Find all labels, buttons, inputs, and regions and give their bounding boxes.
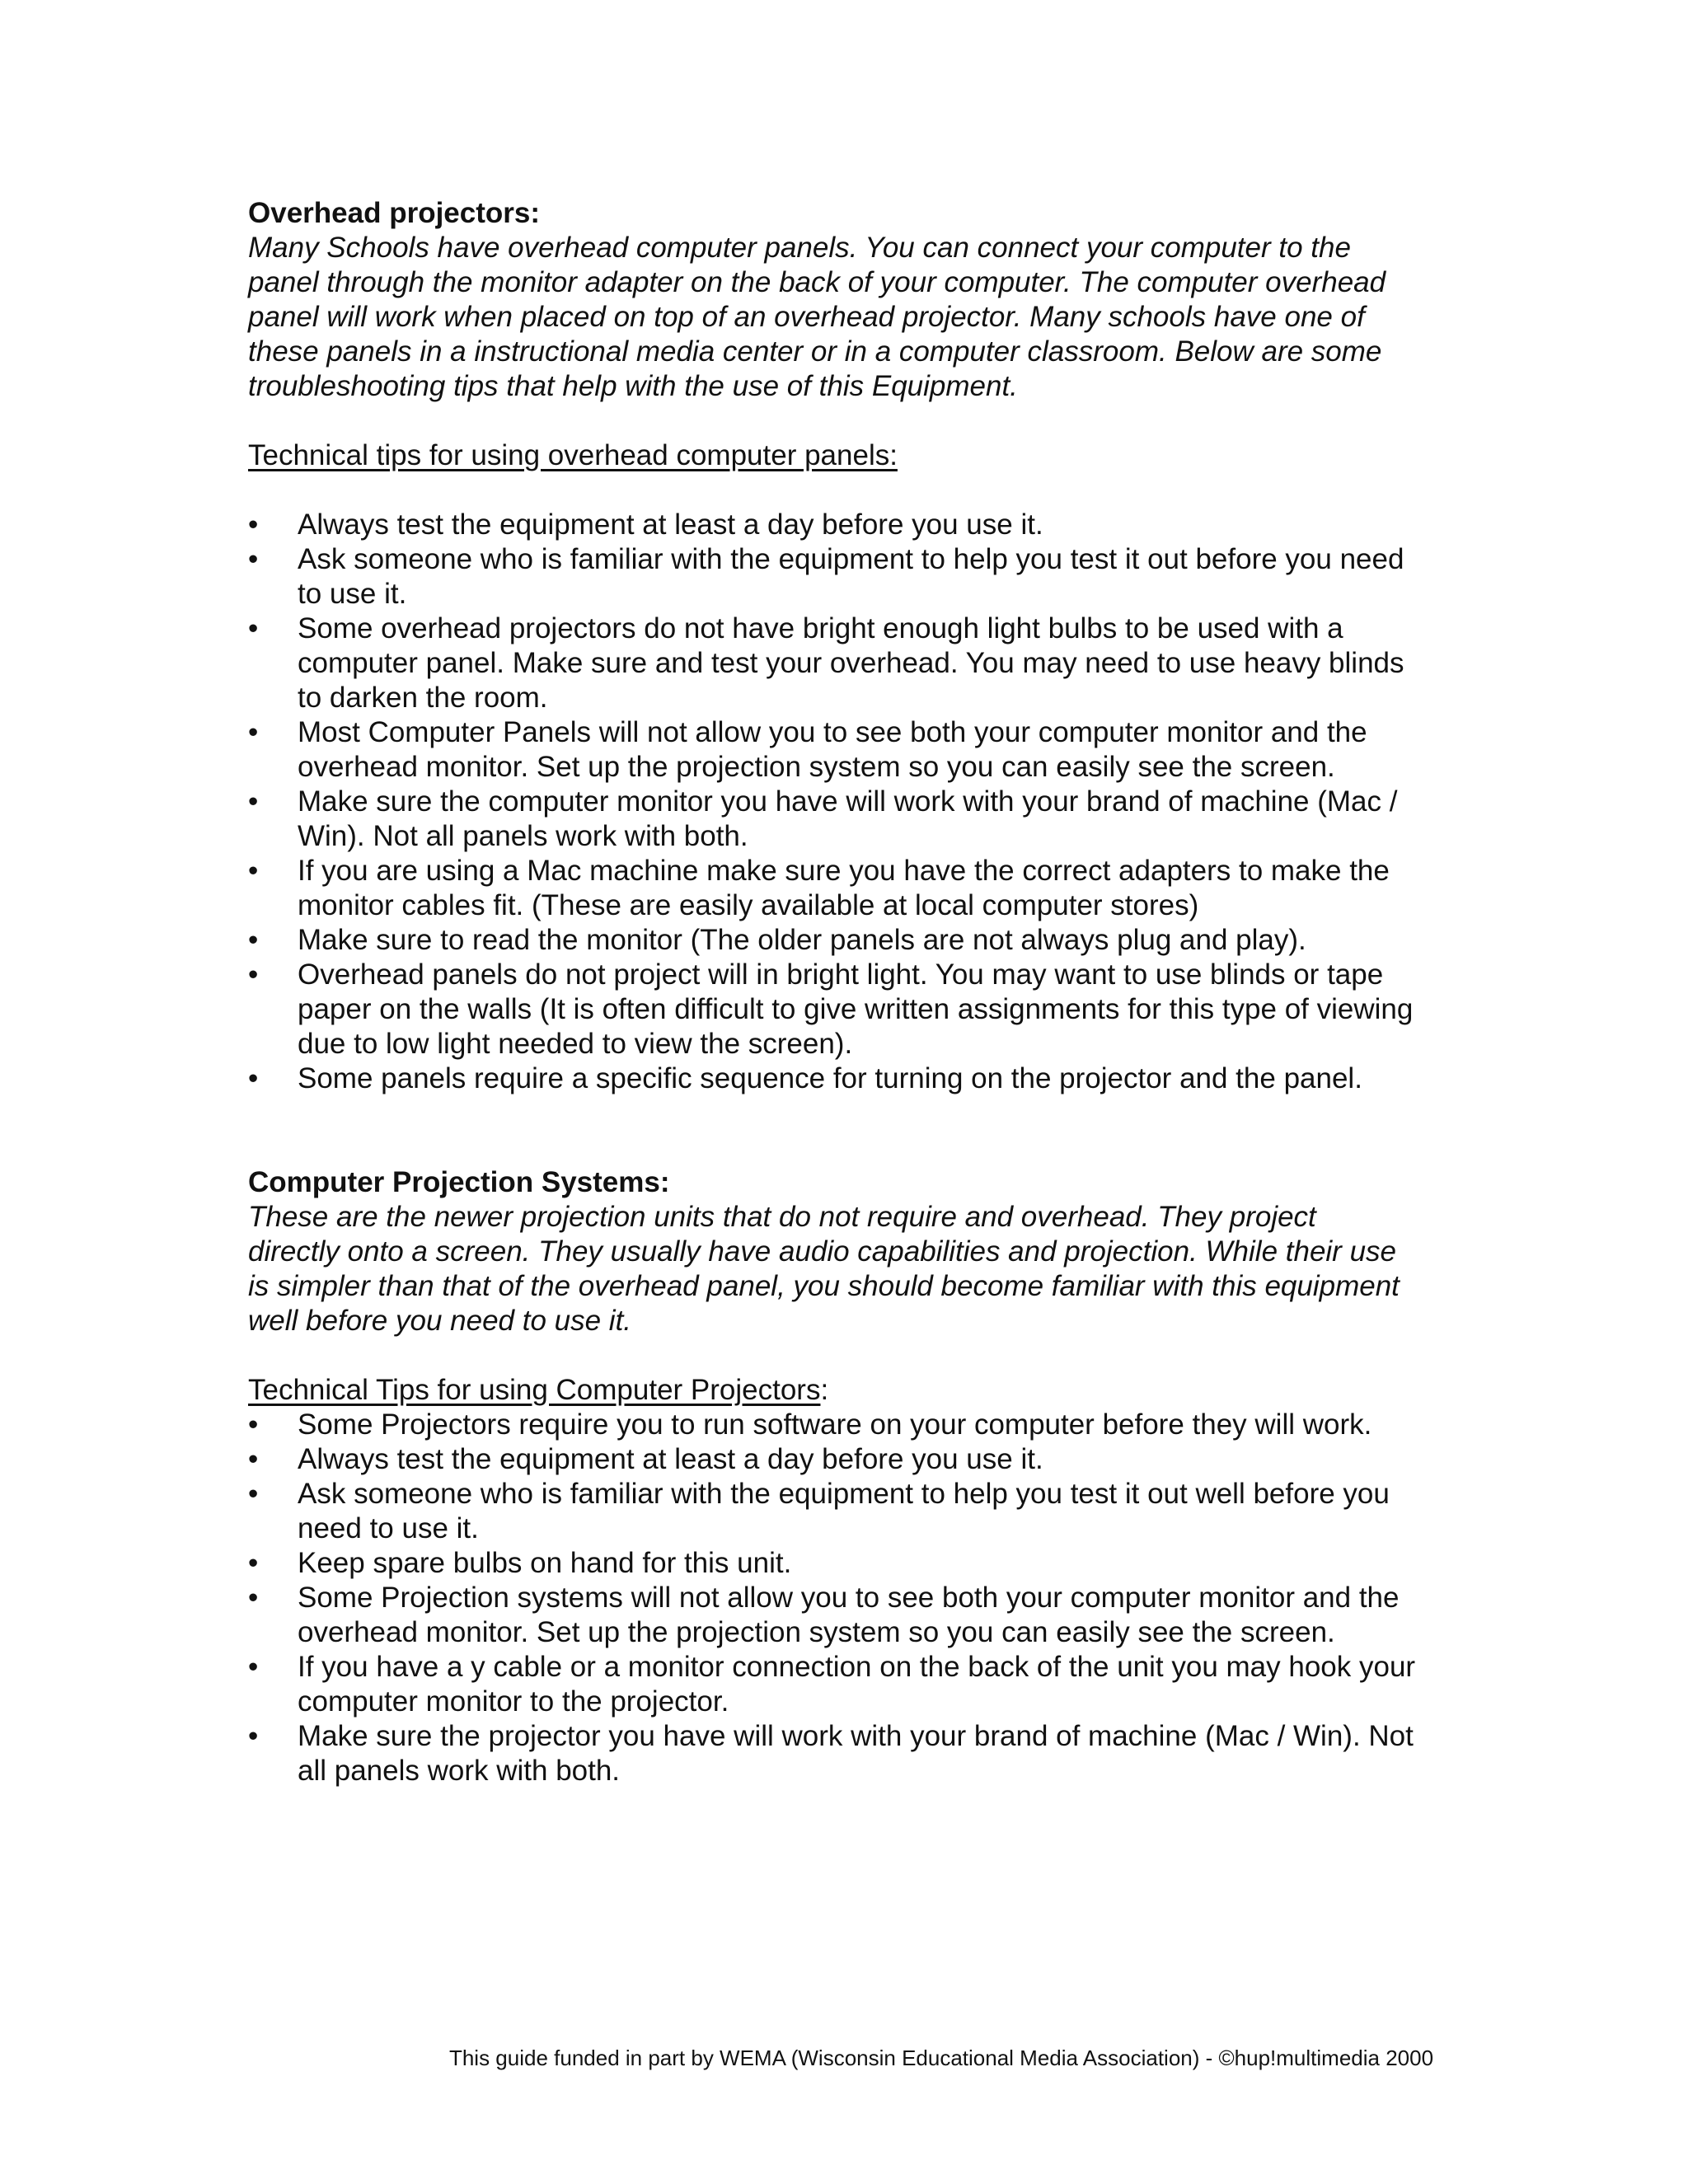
list-item-text: Some overhead projectors do not have bright enough light bulbs to be used with a computer panel. Make sure and test your overhead. You may need to use heavy blinds to darken the room. xyxy=(298,612,1404,714)
tips-title xyxy=(248,1373,1402,1408)
list-item-text: Ask someone who is familiar with the equipment to help you test it out before you need to use it. xyxy=(298,543,1404,610)
list-item-text: Make sure to read the monitor (The older panels are not always plug and play). xyxy=(298,924,1306,956)
bullet-icon: • xyxy=(248,1582,259,1614)
list-item xyxy=(248,542,1435,612)
list-item xyxy=(248,508,1435,542)
tips-title-suffix: : xyxy=(820,1374,829,1406)
section-overhead-projectors xyxy=(248,196,1414,1096)
tips-list xyxy=(248,508,1414,1096)
list-item xyxy=(248,958,1435,1062)
list-item xyxy=(248,1442,1435,1477)
bullet-icon: • xyxy=(248,612,259,644)
section-intro: These are the newer projection units that do not require and overhead. They project directly onto a screen. They usually have audio capabilities and projection. While their use is simpler than that of the overhead panel, you should become familiar with this equipment well before you need to use it. xyxy=(248,1201,1400,1337)
bullet-icon: • xyxy=(248,716,259,748)
list-item xyxy=(248,1062,1435,1096)
section-heading: Overhead projectors: xyxy=(248,197,540,229)
list-item-text: Some panels require a specific sequence for turning on the projector and the panel. xyxy=(298,1062,1362,1094)
bullet-icon: • xyxy=(248,1062,259,1094)
list-item-text: If you have a y cable or a monitor connection on the back of the unit you may hook your computer monitor to the projector. xyxy=(298,1651,1416,1718)
bullet-icon: • xyxy=(248,543,259,575)
tips-title-text: Technical tips for using overhead computer panels: xyxy=(248,439,898,471)
list-item xyxy=(248,785,1435,854)
list-item-text: Always test the equipment at least a day before you use it. xyxy=(298,509,1043,541)
list-item xyxy=(248,923,1435,958)
list-item xyxy=(248,1477,1435,1546)
list-item-text: Some Projection systems will not allow you to see both your computer monitor and the overhead monitor. Set up the projection system so you can easily see the screen. xyxy=(298,1582,1400,1648)
list-item xyxy=(248,1719,1435,1788)
list-item-text: Always test the equipment at least a day before you use it. xyxy=(298,1443,1043,1475)
list-item-text: Keep spare bulbs on hand for this unit. xyxy=(298,1547,792,1579)
document-page xyxy=(248,196,1416,1788)
list-item xyxy=(248,1650,1435,1719)
bullet-icon: • xyxy=(248,785,259,818)
bullet-icon: • xyxy=(248,1720,259,1752)
list-item-text: Make sure the projector you have will work with your brand of machine (Mac / Win). Not all panels work with both. xyxy=(298,1720,1414,1787)
list-item-text: Overhead panels do not project will in bright light. You may want to use blinds or tape paper on the walls (It is often difficult to give written assignments for this type of viewing due to low light needed to view the screen). xyxy=(298,958,1414,1060)
section-heading: Computer Projection Systems: xyxy=(248,1166,670,1198)
list-item xyxy=(248,1408,1435,1442)
list-item xyxy=(248,1546,1435,1581)
bullet-icon: • xyxy=(248,958,259,991)
section-intro: Many Schools have overhead computer panels. You can connect your computer to the panel through the monitor adapter on the back of your computer. The computer overhead panel will work when placed on top of an overhead projector. Many schools have one of these panels in a instructional media center or in a computer classroom. Below are some troubleshooting tips that help with the use of this Equipment. xyxy=(248,232,1386,402)
list-item xyxy=(248,715,1435,785)
page-footer xyxy=(0,2046,1688,2070)
list-item xyxy=(248,612,1435,715)
tips-list xyxy=(248,1408,1416,1788)
list-item xyxy=(248,854,1435,923)
bullet-icon: • xyxy=(248,1443,259,1475)
bullet-icon: • xyxy=(248,1408,259,1441)
bullet-icon: • xyxy=(248,855,259,887)
list-item-text: Ask someone who is familiar with the equipment to help you test it out well before you need to use it. xyxy=(298,1478,1390,1544)
footer-text: This guide funded in part by WEMA (Wisconsin Educational Media Association) - ©hup!multimedia 2000 xyxy=(448,2046,1434,2070)
list-item-text: If you are using a Mac machine make sure you have the correct adapters to make the monitor cables fit. (These are easily available at local computer stores) xyxy=(298,855,1390,921)
list-item xyxy=(248,1581,1435,1650)
list-item-text: Make sure the computer monitor you have will work with your brand of machine (Mac / Win). Not all panels work with both. xyxy=(298,785,1398,852)
bullet-icon: • xyxy=(248,1651,259,1683)
section-computer-projection-systems xyxy=(248,1165,1416,1788)
bullet-icon: • xyxy=(248,924,259,956)
bullet-icon: • xyxy=(248,1478,259,1510)
tips-title xyxy=(248,438,1402,473)
bullet-icon: • xyxy=(248,509,259,541)
list-item-text: Most Computer Panels will not allow you to see both your computer monitor and the overhead monitor. Set up the projection system so you can easily see the screen. xyxy=(298,716,1367,783)
list-item-text: Some Projectors require you to run software on your computer before they will work. xyxy=(298,1408,1372,1441)
tips-title-text: Technical Tips for using Computer Projectors xyxy=(248,1374,821,1406)
bullet-icon: • xyxy=(248,1547,259,1579)
